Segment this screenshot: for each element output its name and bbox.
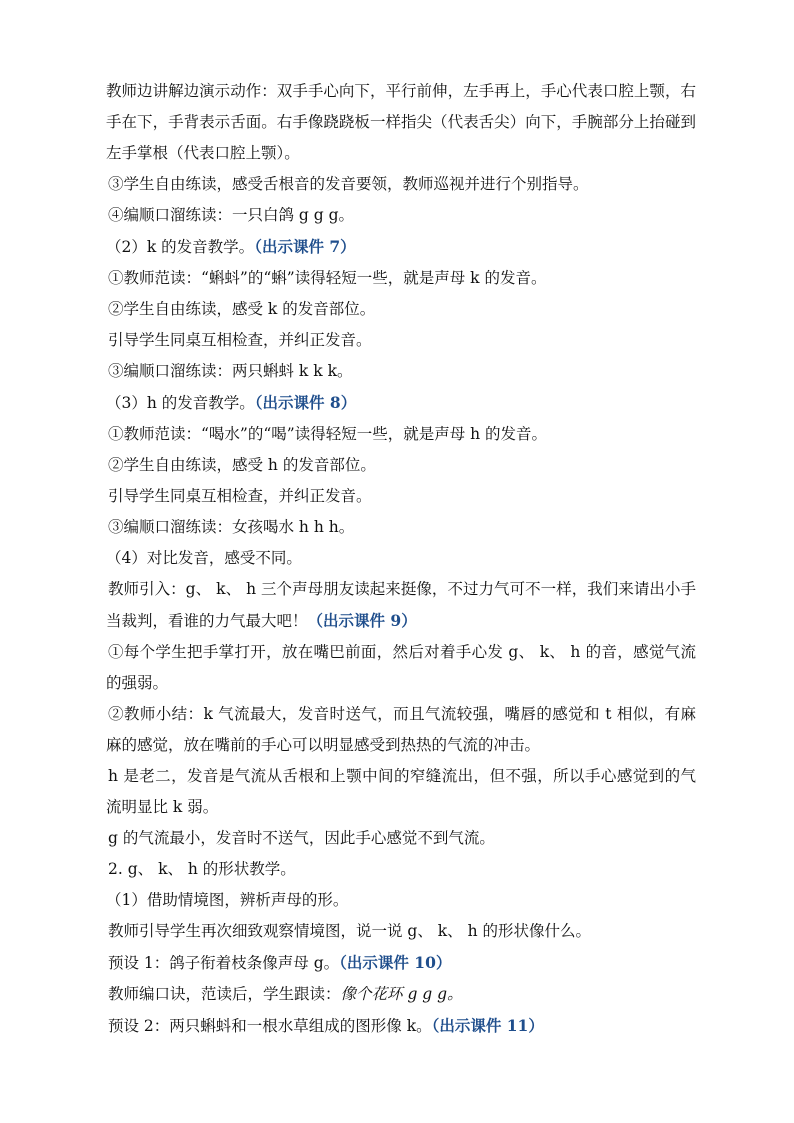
paragraph-text: 教师边讲解边演示动作：双手手心向下，平行前伸，左手再上，手心代表口腔上颚，右手在下，手背表示舌面。右手像跷跷板一样指尖（代表舌尖）向下，手腕部分上抬碰到左手掌根（代表口腔上颚）。: [106, 82, 696, 162]
paragraph-text: 教师引入：g、 k、 h 三个声母朋友读起来挺像，不过力气可不一样，我们来请出小手当裁判，看谁的力气最大吧！: [106, 580, 696, 630]
paragraph-summary-g: [106, 823, 696, 854]
paragraph-text: ①教师范读：“蝌蚪”的“蝌”读得轻短一些，就是声母 k 的发音。: [108, 269, 547, 287]
paragraph-model-reading-k: [106, 263, 696, 294]
paragraph-text: ②学生自由练读，感受 h 的发音部位。: [108, 456, 376, 474]
courseware-callout: （出示课件 8）: [254, 393, 357, 412]
paragraph-peer-check-h: [106, 481, 696, 512]
paragraph-mnemonic: [106, 979, 696, 1010]
paragraph-text: 预设 2：两只蝌蚪和一根水草组成的图形像 k。: [108, 1017, 432, 1035]
paragraph-text: 引导学生同桌互相检查，并纠正发音。: [108, 487, 372, 505]
paragraph-text: 引导学生同桌互相检查，并纠正发音。: [108, 331, 372, 349]
courseware-callout: （出示课件 11）: [431, 1016, 544, 1035]
paragraph-preset-2: [106, 1010, 696, 1042]
paragraph-rhyme-g: [106, 200, 696, 231]
paragraph-teacher-intro: [106, 574, 696, 637]
paragraph-text: （1）借助情境图，辨析声母的形。: [106, 891, 349, 909]
section-heading-shape: [106, 854, 696, 885]
paragraph-practice-k: [106, 294, 696, 325]
paragraph-text: 2. g、 k、 h 的形状教学。: [108, 860, 296, 878]
paragraph-practice-h: [106, 450, 696, 481]
paragraph-text: 教师编口诀，范读后，学生跟读：: [108, 985, 341, 1003]
section-heading-scene: [104, 885, 696, 916]
paragraph-text: ③编顺口溜练读：两只蝌蚪 k k k。: [108, 362, 353, 380]
paragraph-rhyme-k: [106, 356, 696, 387]
section-heading-h: [104, 387, 696, 419]
paragraph-text: 教师引导学生再次细致观察情境图，说一说 g、 k、 h 的形状像什么。: [108, 922, 592, 940]
paragraph-text: ③学生自由练读，感受舌根音的发音要领，教师巡视并进行个别指导。: [108, 175, 589, 193]
paragraph-text: ③编顺口溜练读：女孩喝水 h h h。: [108, 518, 355, 536]
paragraph-text: （4）对比发音，感受不同。: [106, 549, 302, 567]
paragraph-observe-scene: [106, 916, 696, 947]
paragraph-model-reading-h: [106, 419, 696, 450]
paragraph-rhyme-h: [106, 512, 696, 543]
paragraph-text: （2）k 的发音教学。: [106, 238, 255, 256]
paragraph-text: ④编顺口溜练读：一只白鸽 g g g。: [108, 206, 355, 224]
paragraph-hand-test: [106, 637, 696, 699]
paragraph-text: ②教师小结：k 气流最大，发音时送气，而且气流较强，嘴唇的感觉和 t 相似，有麻麻的感觉，放在嘴前的手心可以明显感受到热热的气流的冲击。: [106, 705, 696, 754]
document-body: [106, 76, 696, 1042]
section-heading-k: [104, 231, 696, 263]
paragraph-summary-h: [106, 761, 696, 823]
paragraph-text: 预设 1：鸽子衔着枝条像声母 g。: [108, 954, 340, 972]
section-heading-compare: [104, 543, 696, 574]
paragraph-text: ①教师范读：“喝水”的“喝”读得轻短一些，就是声母 h 的发音。: [108, 425, 548, 443]
paragraph-text: g 的气流最小，发音时不送气，因此手心感觉不到气流。: [108, 829, 495, 847]
paragraph-text: （3）h 的发音教学。: [106, 394, 255, 412]
paragraph-text: ①每个学生把手掌打开，放在嘴巴前面，然后对着手心发 g、 k、 h 的音，感觉气流的强弱。: [106, 643, 696, 692]
paragraph-text: ②学生自由练读，感受 k 的发音部位。: [108, 300, 376, 318]
courseware-callout: （出示课件 10）: [339, 953, 452, 972]
mnemonic-text: 像个花环 g g g。: [340, 985, 463, 1003]
paragraph-teacher-demo: [106, 76, 696, 169]
paragraph-preset-1: [106, 947, 696, 979]
courseware-callout: （出示课件 7）: [254, 237, 356, 256]
paragraph-peer-check-k: [106, 325, 696, 356]
paragraph-summary-k: [106, 699, 696, 761]
paragraph-free-practice: [106, 169, 696, 200]
paragraph-text: h 是老二，发音是气流从舌根和上颚中间的窄缝流出，但不强，所以手心感觉到的气流明显比 k 弱。: [106, 767, 696, 816]
courseware-callout: （出示课件 9）: [307, 611, 417, 630]
